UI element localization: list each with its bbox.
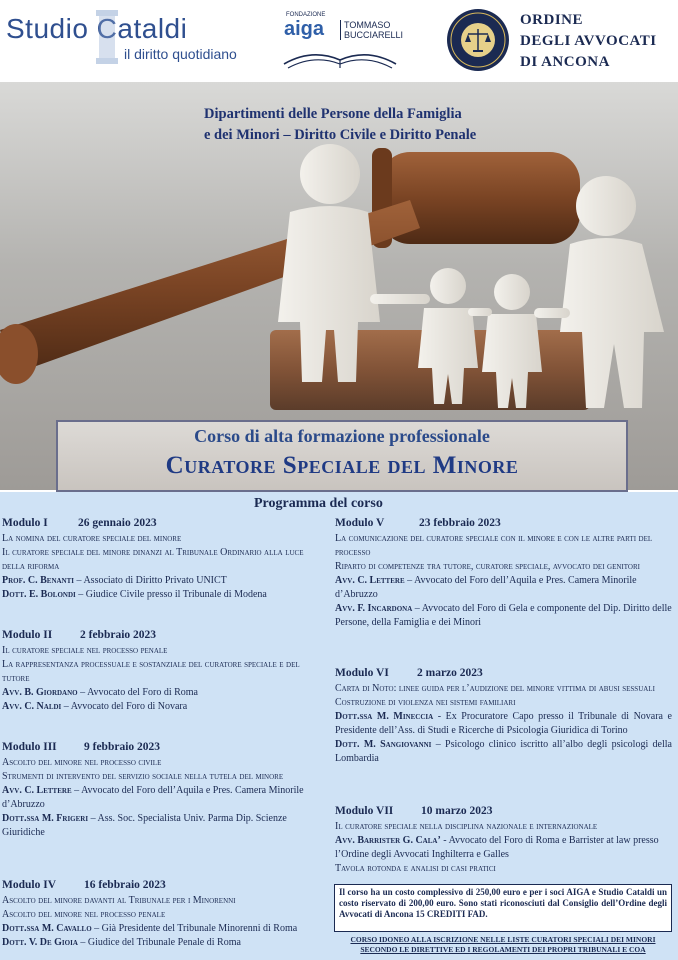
aiga-person-line2: BUCCIARELLI <box>344 30 404 40</box>
speaker-name: Avv. F. Incardona <box>335 603 413 614</box>
module-id: Modulo VII <box>335 805 394 817</box>
module-6 <box>335 666 672 766</box>
speaker-role: – Avvocato del Foro di Novara <box>61 701 188 712</box>
speaker <box>335 834 672 862</box>
module-id: Modulo VI <box>335 667 389 679</box>
speaker <box>335 602 672 630</box>
speaker-name: Dott.ssa M. Frigeri <box>2 813 89 824</box>
speaker-role: – Già Presidente del Tribunale Minorenni di Roma <box>91 923 298 934</box>
speaker-role: – Avvocato del Foro dell’Aquila e Pres. Camera Minorile d’Abruzzo <box>2 785 304 810</box>
speaker <box>2 812 328 840</box>
ordine-seal-icon <box>446 8 510 72</box>
module-id: Modulo I <box>2 517 48 529</box>
speaker <box>2 588 328 602</box>
module-id: Modulo III <box>2 741 57 753</box>
module-id: Modulo II <box>2 629 53 641</box>
module-3 <box>2 740 328 840</box>
speaker <box>2 784 328 812</box>
speaker-role: – Giudice Civile presso il Tribunale di Modena <box>75 589 267 600</box>
speaker <box>2 922 328 936</box>
logo-header <box>0 0 678 82</box>
speaker <box>2 936 328 950</box>
ordine-line3: DI ANCONA <box>520 54 610 70</box>
speaker-name: Dott. E. Bolondi <box>2 589 76 600</box>
speaker-name: Dott. V. De Gioia <box>2 937 78 948</box>
module-topic: La nomina del curatore speciale del minore <box>2 533 182 544</box>
speaker-name: Dott.ssa M. Cavallo <box>2 923 92 934</box>
module-header <box>335 516 672 532</box>
speaker-name: Avv. C. Lettere <box>335 575 405 586</box>
module-topic: Il curatore speciale nella disciplina nazionale e internazionale <box>335 821 598 832</box>
speaker-role: – Associato di Diritto Privato UNICT <box>74 575 227 586</box>
module-4 <box>2 878 328 950</box>
module-id: Modulo V <box>335 517 385 529</box>
ordine-line1: ORDINE <box>520 12 584 28</box>
module-topic: Ascolto del minore davanti al Tribunale per i Minorenni <box>2 895 236 906</box>
aiga-person <box>340 20 403 40</box>
department-line2: e dei Minori – Diritto Civile e Diritto Penale <box>204 127 477 143</box>
module-id: Modulo IV <box>2 879 56 891</box>
module-topic: La rappresentanza processuale e sostanziale del curatore speciale e del tutore <box>2 659 300 684</box>
module-header <box>2 878 328 894</box>
speaker-role: – Avvocato del Foro dell’Aquila e Pres. Camera Minorile d’Abruzzo <box>335 575 637 600</box>
speaker-name: Prof. C. Benanti <box>2 575 75 586</box>
aiga-logo <box>276 10 402 72</box>
aiga-person-line1: TOMMASO <box>344 20 391 30</box>
module-date: 23 febbraio 2023 <box>419 517 501 529</box>
module-extra: Tavola rotonda e analisi di casi pratici <box>335 863 496 874</box>
speaker <box>335 738 672 766</box>
speaker-role: – Avvocato del Foro di Gela e componente del Dip. Diritto delle Persone, della Famiglia e dei Minori <box>335 603 672 628</box>
ordine-avvocati-name <box>520 10 657 73</box>
studio-cataldi-logo <box>6 13 237 62</box>
speaker-role: - Avvocato del Foro di Roma e Barrister at law presso l’Ordine degli Avvocati Inghilterra e Galles <box>335 835 659 860</box>
open-book-icon <box>280 42 400 70</box>
module-header <box>335 804 672 820</box>
course-title-banner <box>56 420 628 492</box>
program-heading: Programma del corso <box>254 496 383 511</box>
cost-box: Il corso ha un costo complessivo di 250,00 euro e per i soci AIGA e Studio Cataldi un costo riservato di 200,00 euro. Sono stati riconosciuti dal Consiglio dell’Ordine degli Avvocati di Ancona 15 CREDITI FAD. <box>334 884 672 932</box>
module-date: 2 febbraio 2023 <box>80 629 157 641</box>
speaker-role: – Psicologo clinico iscritto all’albo degli psicologi della Lombardia <box>335 739 672 764</box>
speaker <box>335 710 672 738</box>
ordine-line2: DEGLI AVVOCATI <box>520 33 657 49</box>
speaker <box>2 700 328 714</box>
module-topic: Ascolto del minore nel processo civile <box>2 757 162 768</box>
speaker-name: Avv. B. Giordano <box>2 687 78 698</box>
speaker-name: Avv. C. Lettere <box>2 785 72 796</box>
course-title: Curatore Speciale del Minore <box>165 452 519 479</box>
module-date: 26 gennaio 2023 <box>78 517 157 529</box>
module-5 <box>335 516 672 630</box>
module-7 <box>335 804 672 876</box>
module-header <box>2 516 328 532</box>
module-date: 2 marzo 2023 <box>417 667 483 679</box>
department-line1: Dipartimenti delle Persone della Famiglia <box>204 106 462 122</box>
aiga-name: aiga <box>284 18 325 40</box>
speaker-role: – Avvocato del Foro di Roma <box>77 687 198 698</box>
module-date: 16 febbraio 2023 <box>84 879 166 891</box>
course-subtitle: Corso di alta formazione professionale <box>194 426 490 446</box>
speaker <box>2 686 328 700</box>
module-topic: Riparto di competenze tra tutore, curatore speciale, avvocato dei genitori <box>335 561 640 572</box>
module-header <box>2 740 328 756</box>
studio-cataldi-brand: Studio Cataldi <box>6 13 188 44</box>
module-header <box>2 628 328 644</box>
module-1 <box>2 516 328 602</box>
speaker-name: Dott. M. Sangiovanni <box>335 739 432 750</box>
department-heading <box>204 104 476 146</box>
module-2 <box>2 628 328 714</box>
column-icon <box>94 10 120 64</box>
module-topic: Costruzione di violenza nei sistemi familiari <box>335 697 516 708</box>
module-date: 9 febbraio 2023 <box>84 741 161 753</box>
module-topic: La comunicazione del curatore speciale con il minore e con le altre parti del processo <box>335 533 653 558</box>
speaker-role: – Ass. Soc. Specialista Univ. Parma Dip. Scienze Giuridiche <box>2 813 287 838</box>
module-header <box>335 666 672 682</box>
speaker-role: - Ex Procuratore Capo presso il Tribunale di Novara e Presidente dell’Ass. di Studi e Ricerche di Psicologia Giuridica di Torino <box>335 711 672 736</box>
speaker-name: Dott.ssa M. Mineccia <box>335 711 434 722</box>
speaker-role: – Giudice del Tribunale Penale di Roma <box>77 937 241 948</box>
module-date: 10 marzo 2023 <box>421 805 493 817</box>
module-topic: Il curatore speciale del minore dinanzi al Tribunale Ordinario alla luce della riforma <box>2 547 304 572</box>
module-topic: Strumenti di intervento del servizio sociale nella tutela del minore <box>2 771 284 782</box>
aiga-foundation-label: FONDAZIONE <box>286 12 326 18</box>
speaker-name: Avv. C. Naldi <box>2 701 62 712</box>
module-topic: Il curatore speciale nel processo penale <box>2 645 168 656</box>
speaker-name: Avv. Barrister G. Cala’ <box>335 835 441 846</box>
speaker <box>2 574 328 588</box>
module-topic: Carta di Noto: linee guida per l’audizione del minore vittima di abusi sessuali <box>335 683 655 694</box>
module-topic: Ascolto del minore nel processo penale <box>2 909 166 920</box>
studio-cataldi-tagline: il diritto quotidiano <box>124 46 237 62</box>
speaker <box>335 574 672 602</box>
eligibility-note: CORSO IDONEO ALLA ISCRIZIONE NELLE LISTE CURATORI SPECIALI DEI MINORI SECONDO LE DIRETTIVE ED I REGOLAMENTI DEI PROPRI TRIBUNALI E COA <box>350 935 656 954</box>
